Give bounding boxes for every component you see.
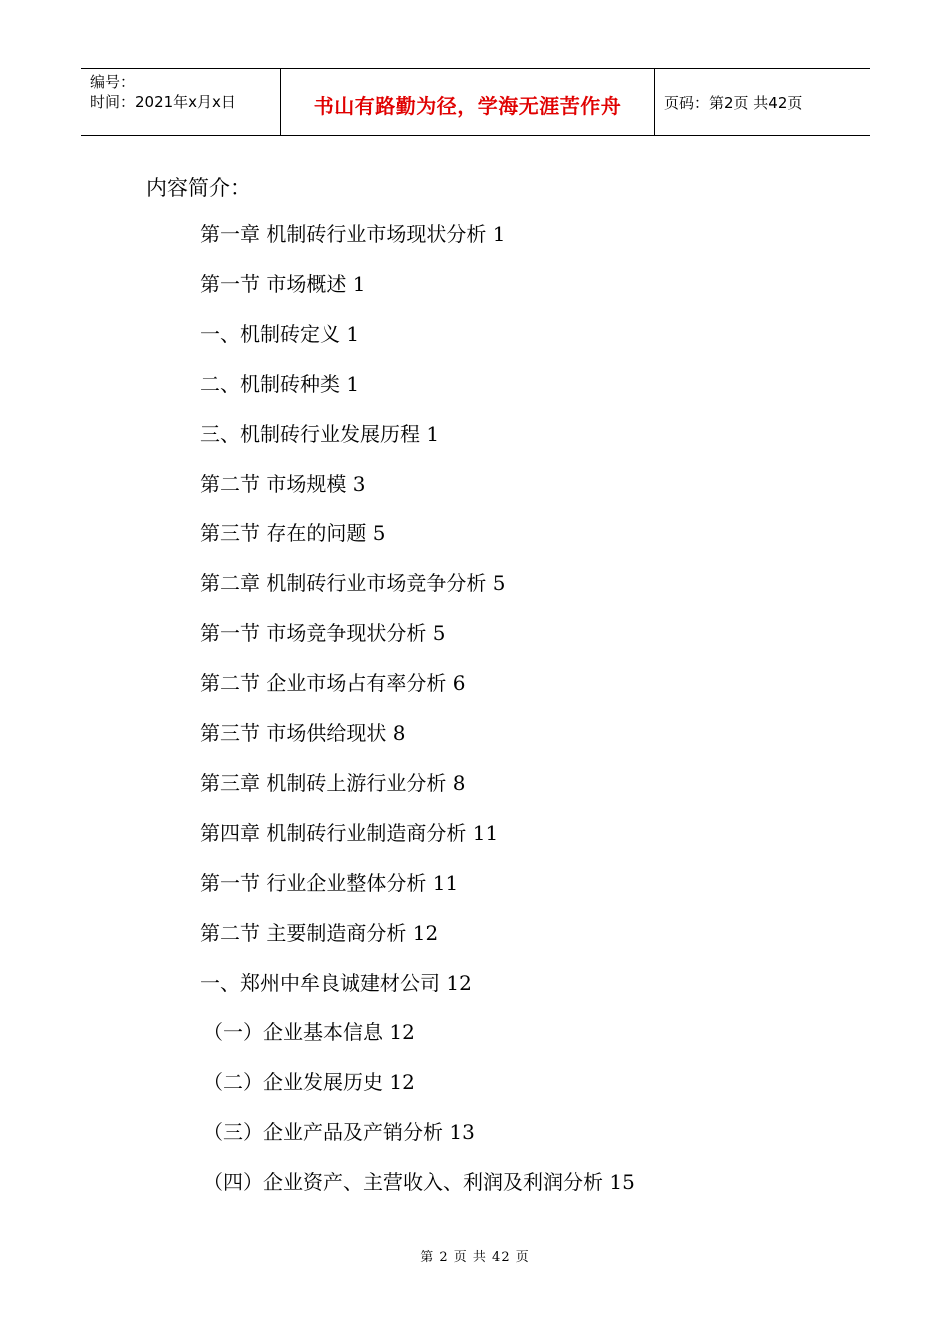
intro-heading: 内容简介： xyxy=(146,176,251,200)
page-info: 页码：第2页 共42页 xyxy=(664,93,803,112)
toc-entry: 第二章 机制砖行业市场竞争分析 5 xyxy=(200,571,506,596)
toc-entry: （二）企业发展历史 12 xyxy=(203,1070,415,1095)
toc-entry: 二、机制砖种类 1 xyxy=(200,371,360,396)
toc-entry: 第一节 行业企业整体分析 11 xyxy=(200,870,459,895)
time-label: 时间：2021年x月x日 xyxy=(90,93,236,111)
toc-entry: 一、机制砖定义 1 xyxy=(200,321,360,346)
toc-entry: （四）企业资产、主营收入、利润及利润分析 15 xyxy=(203,1170,635,1195)
toc-entry: 一、郑州中牟良诚建材公司 12 xyxy=(200,970,472,995)
toc-entry: 第三节 存在的问题 5 xyxy=(200,521,386,546)
doc-number-label: 编号： xyxy=(90,73,136,91)
toc-entry: 第二节 主要制造商分析 12 xyxy=(200,920,439,945)
header-motto-cell xyxy=(281,69,655,135)
toc-entry: 第三章 机制砖上游行业分析 8 xyxy=(200,770,466,795)
toc-entry: 第一节 市场概述 1 xyxy=(200,271,366,296)
toc-entry: 第四章 机制砖行业制造商分析 11 xyxy=(200,820,499,845)
toc-entry: 第二节 企业市场占有率分析 6 xyxy=(200,671,466,696)
toc-entry: （一）企业基本信息 12 xyxy=(203,1020,415,1045)
page-header xyxy=(81,68,870,136)
toc-entry: 第一章 机制砖行业市场现状分析 1 xyxy=(200,222,506,246)
toc-entry: （三）企业产品及产销分析 13 xyxy=(203,1120,475,1145)
toc-entry: 第三节 市场供给现状 8 xyxy=(200,721,406,745)
page-footer: 第 2 页 共 42 页 xyxy=(420,1250,530,1265)
toc-entry: 第一节 市场竞争现状分析 5 xyxy=(200,621,446,646)
toc-entry: 三、机制砖行业发展历程 1 xyxy=(200,421,440,446)
header-meta-cell xyxy=(81,69,281,135)
header-page-cell xyxy=(655,69,870,135)
motto-text: 书山有路勤为径，学海无涯苦作舟 xyxy=(313,93,622,118)
toc-entry: 第二节 市场规模 3 xyxy=(200,471,366,496)
